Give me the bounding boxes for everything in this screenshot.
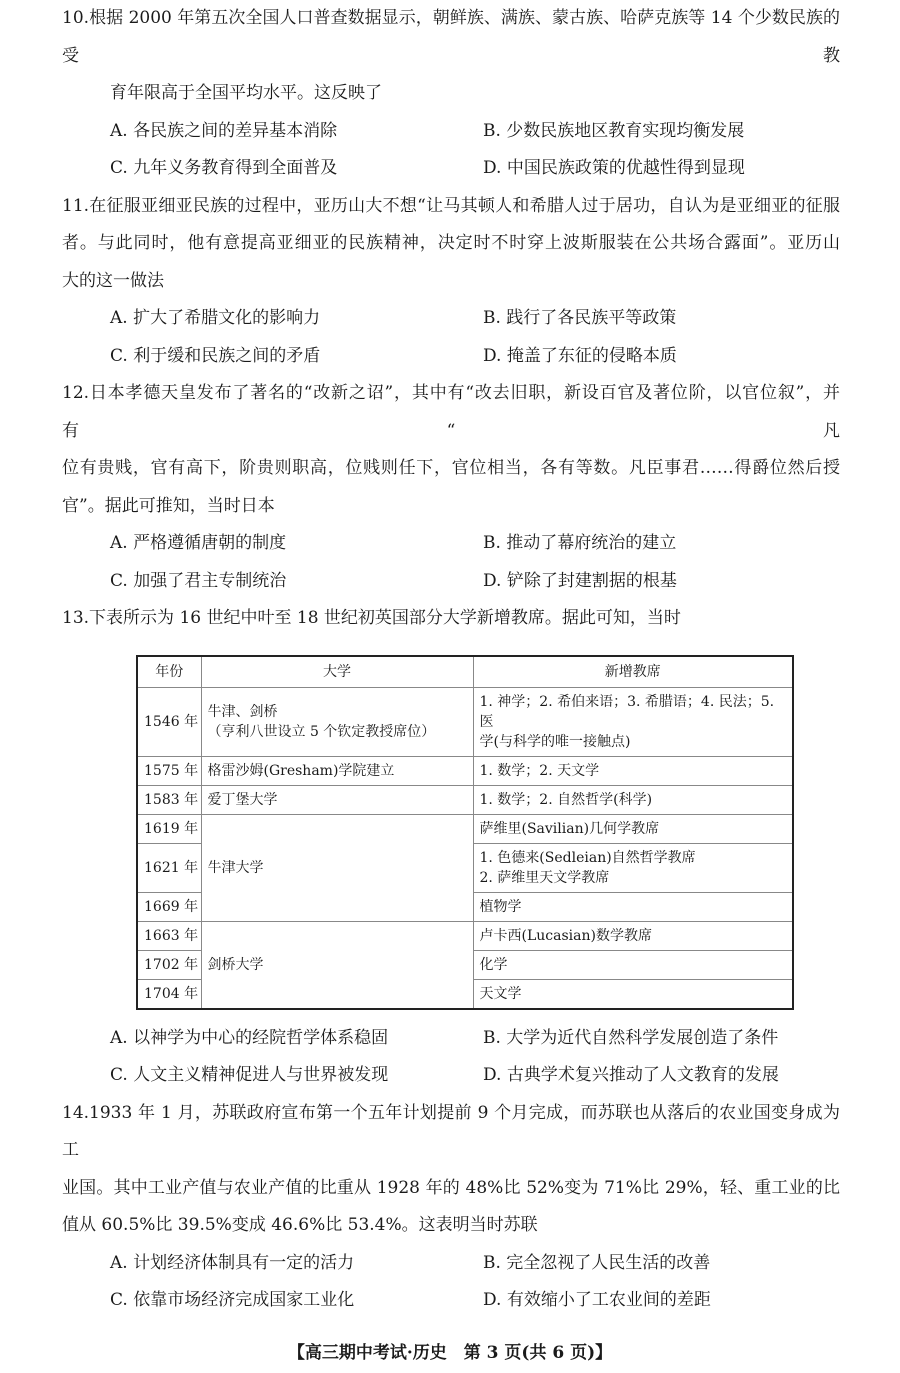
question-13 (62, 600, 840, 1095)
q12-stem-line: 位有贵贱，官有高下，阶贵则职高，位贱则任下，官位相当，各有等数。凡臣事君……得爵位然后授 (62, 458, 840, 478)
q11-options-row (62, 338, 840, 376)
chairs-cell (473, 843, 793, 892)
q10-stem-line: 10.根据 2000 年第五次全国人口普查数据显示，朝鲜族、满族、蒙古族、哈萨克族等 14 个少数民族的受教 (62, 8, 840, 66)
question-14 (62, 1095, 840, 1320)
page-footer: 【高三期中考试·历史 第 3 页(共 6 页)】 (287, 1342, 613, 1363)
q11-option-a: A. 扩大了希腊文化的影响力 (110, 308, 321, 328)
question-10 (62, 0, 840, 188)
q13-option-a: A. 以神学为中心的经院哲学体系稳固 (110, 1027, 389, 1048)
q10-options-row (62, 113, 840, 151)
q11-option-d: D. 掩盖了东征的侵略本质 (483, 345, 677, 366)
q12-option-a: A. 严格遵循唐朝的制度 (110, 533, 287, 553)
question-12 (62, 375, 840, 600)
chairs-text: 1. 神学；2. 希伯来语；3. 希腊语；4. 民法；5. 医 (479, 693, 775, 730)
chairs-text: 学(与科学的唯一接触点) (479, 733, 631, 750)
q11-option-c: C. 利于缓和民族之间的矛盾 (110, 345, 321, 366)
header-chairs: 新增教席 (473, 656, 793, 688)
q13-options-row (62, 1020, 840, 1058)
table-row (137, 756, 793, 785)
table-row (137, 687, 793, 756)
q12-option-d: D. 铲除了封建割据的根基 (483, 570, 677, 591)
q13-option-b: B. 大学为近代自然科学发展创造了条件 (483, 1027, 779, 1048)
table-row (137, 785, 793, 814)
university-cell: 牛津大学 (201, 814, 473, 921)
year-cell: 1669 年 (137, 892, 201, 921)
header-university: 大学 (201, 656, 473, 688)
q12-options-row (62, 563, 840, 601)
chairs-cell: 1. 数学；2. 天文学 (473, 756, 793, 785)
university-cell: 剑桥大学 (201, 921, 473, 1009)
q14-options-row (62, 1245, 840, 1283)
year-cell: 1704 年 (137, 979, 201, 1009)
university-cell: 格雷沙姆(Gresham)学院建立 (201, 756, 473, 785)
q10-option-d: D. 中国民族政策的优越性得到显现 (483, 158, 745, 178)
year-cell: 1702 年 (137, 950, 201, 979)
q10-stem-line: 育年限高于全国平均水平。这反映了 (110, 83, 382, 103)
chairs-cell: 化学 (473, 950, 793, 979)
q11-options-row (62, 300, 840, 338)
q14-stem-line: 业国。其中工业产值与农业产值的比重从 1928 年的 48%比 52%变为 71%比 29%，轻、重工业的比 (62, 1177, 840, 1198)
q11-stem-line: 大的这一做法 (62, 270, 164, 291)
q13-stem-line: 13.下表所示为 16 世纪中叶至 18 世纪初英国部分大学新增教席。据此可知，当时 (62, 608, 681, 628)
year-cell: 1621 年 (137, 843, 201, 892)
year-cell: 1583 年 (137, 785, 201, 814)
chairs-cell: 植物学 (473, 892, 793, 921)
q12-stem-line: 12.日本孝德天皇发布了著名的“改新之诏”，其中有“改去旧职，新设百官及著位阶，以官位叙”，并有“凡 (62, 383, 840, 441)
question-11 (62, 188, 840, 376)
year-cell: 1663 年 (137, 921, 201, 950)
q13-options-row (62, 1057, 840, 1095)
q13-option-d: D. 古典学术复兴推动了人文教育的发展 (483, 1065, 779, 1085)
university-cell (201, 687, 473, 756)
university-text: 牛津、剑桥 (207, 703, 278, 720)
year-cell: 1575 年 (137, 756, 201, 785)
q14-option-a: A. 计划经济体制具有一定的活力 (110, 1252, 355, 1273)
table-row (137, 921, 793, 950)
chairs-cell: 1. 数学；2. 自然哲学(科学) (473, 785, 793, 814)
table-row (137, 814, 793, 843)
q12-options-row (62, 525, 840, 563)
q11-stem-line: 者。与此同时，他有意提高亚细亚的民族精神，决定时不时穿上波斯服装在公共场合露面”。亚历山 (62, 233, 840, 253)
chairs-cell: 卢卡西(Lucasian)数学教席 (473, 921, 793, 950)
q12-option-c: C. 加强了君主专制统治 (110, 570, 287, 591)
q14-options-row (62, 1282, 840, 1320)
year-cell: 1546 年 (137, 687, 201, 756)
q14-option-c: C. 依靠市场经济完成国家工业化 (110, 1290, 355, 1310)
q10-option-b: B. 少数民族地区教育实现均衡发展 (483, 120, 745, 141)
q10-option-c: C. 九年义务教育得到全面普及 (110, 158, 338, 178)
table-header-row (137, 656, 793, 688)
q12-stem-line: 官”。据此可推知，当时日本 (62, 495, 275, 516)
chairs-cell (473, 687, 793, 756)
chairs-text: 2. 萨维里天文学教席 (479, 869, 610, 886)
chairs-cell: 萨维里(Savilian)几何学教席 (473, 814, 793, 843)
year-cell: 1619 年 (137, 814, 201, 843)
q13-table (136, 655, 794, 1010)
q14-stem-line: 值从 60.5%比 39.5%变成 46.6%比 53.4%。这表明当时苏联 (62, 1215, 538, 1235)
q10-option-a: A. 各民族之间的差异基本消除 (110, 120, 338, 141)
header-year: 年份 (137, 656, 201, 688)
q14-option-b: B. 完全忽视了人民生活的改善 (483, 1252, 711, 1273)
chairs-cell: 天文学 (473, 979, 793, 1009)
q12-option-b: B. 推动了幕府统治的建立 (483, 533, 677, 553)
university-cell: 爱丁堡大学 (201, 785, 473, 814)
q11-stem-line: 11.在征服亚细亚民族的过程中，亚历山大不想“让马其顿人和希腊人过于居功，自认为是亚细亚的征服 (62, 195, 840, 216)
university-note: （亨利八世设立 5 个钦定教授席位） (207, 723, 436, 740)
q13-option-c: C. 人文主义精神促进人与世界被发现 (110, 1065, 389, 1085)
q14-stem-line: 14.1933 年 1 月，苏联政府宣布第一个五年计划提前 9 个月完成，而苏联也从落后的农业国变身成为工 (62, 1102, 840, 1160)
chairs-text: 1. 色德来(Sedleian)自然哲学教席 (479, 849, 696, 866)
q11-option-b: B. 践行了各民族平等政策 (483, 308, 677, 328)
q10-options-row (62, 150, 840, 188)
q14-option-d: D. 有效缩小了工农业间的差距 (483, 1290, 711, 1310)
